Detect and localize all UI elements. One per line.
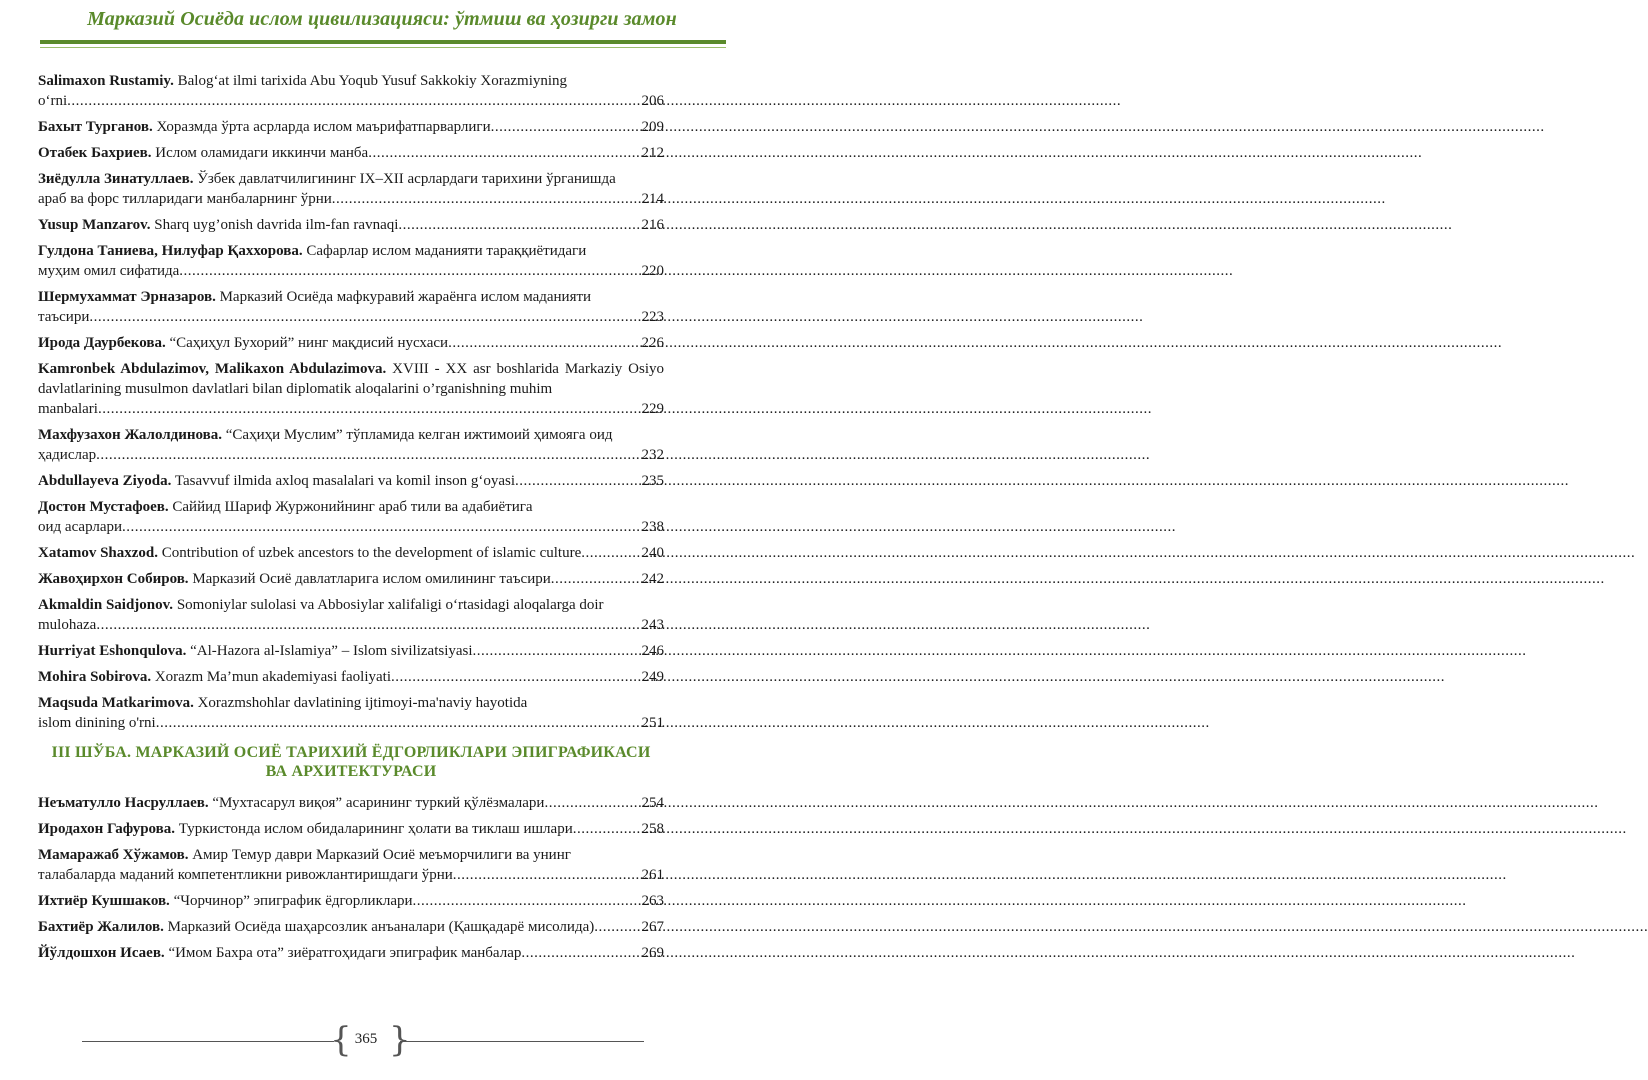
- toc-entry-title-continued: муҳим омил сифатида: [38, 263, 180, 279]
- toc-page-number: 216: [641, 217, 664, 233]
- toc-entry-line: [38, 471, 664, 491]
- toc-page-number: 226: [641, 335, 664, 351]
- toc-entry: [38, 595, 664, 635]
- toc-entry-title-continued: ҳадислар: [38, 447, 97, 463]
- toc-leader-dots: [398, 215, 640, 235]
- toc-entry-line: [38, 543, 664, 563]
- toc-entry: [38, 287, 664, 327]
- footer-rule-right: [400, 1041, 644, 1042]
- toc-entry-lead: [38, 471, 515, 491]
- toc-entry-lead: [38, 569, 551, 589]
- toc-leader-dots: [551, 569, 641, 589]
- toc-leader-dots: [98, 399, 641, 419]
- toc-entry-title-continued: o‘rni: [38, 93, 68, 109]
- toc-leader-dots: [413, 891, 641, 911]
- toc-entry-author: Иродахон Гафурова.: [38, 821, 176, 837]
- toc-entry-author: Akmaldin Saidjonov.: [38, 597, 174, 613]
- toc-entry-author: Maqsuda Matkarimova.: [38, 695, 194, 711]
- toc-entry-line: [38, 917, 664, 937]
- toc-entry-text: [38, 287, 664, 307]
- toc-entry: [38, 497, 664, 537]
- toc-entry-lead: [38, 143, 368, 163]
- footer-rule-left: [82, 1041, 334, 1042]
- toc-page-number: 220: [641, 263, 664, 279]
- toc-entry-line: [38, 793, 664, 813]
- toc-page-number: 240: [641, 545, 664, 561]
- toc-entry-lead: [38, 819, 573, 839]
- toc-entry: [38, 641, 664, 661]
- toc-entry: [38, 569, 664, 589]
- toc-entry-title-continued: manbalari: [38, 401, 98, 417]
- toc-entry-title-continued: талабаларда маданий компетентликни ривожлантиришдаги ўрни: [38, 867, 453, 883]
- toc-entry-lead: [38, 667, 391, 687]
- toc-entry-line: [38, 819, 664, 839]
- toc-entry: [38, 819, 664, 839]
- toc-entry: [38, 891, 664, 911]
- toc-leader-dots: [96, 615, 640, 635]
- toc-page-number: 269: [641, 945, 664, 961]
- toc-entry-lead: [38, 543, 581, 563]
- toc-leader-dots: [594, 917, 640, 937]
- toc-entry: [38, 471, 664, 491]
- toc-entry: [38, 943, 664, 963]
- toc-entry-text: [38, 845, 664, 865]
- toc-page-number: 267: [641, 919, 664, 935]
- toc-entry-line: [38, 333, 664, 353]
- toc-entry-lead: [38, 793, 544, 813]
- toc-entry: [38, 917, 664, 937]
- toc-entry-title: “Мухтасарул виқоя” асарининг туркий қўлёзмалари: [212, 795, 545, 811]
- page-number: 365: [354, 1031, 378, 1047]
- toc-leader-dots: [332, 189, 641, 209]
- toc-entry-author: Мамаражаб Хўжамов.: [38, 847, 189, 863]
- page-number-bracket-right: }: [389, 1020, 411, 1060]
- toc-entry-author: Abdullayeva Ziyoda.: [38, 473, 172, 489]
- toc-entry-line: [38, 641, 664, 661]
- toc-entry-author: Жавоҳирхон Собиров.: [38, 571, 189, 587]
- toc-entry-line: [38, 215, 664, 235]
- toc-entry-line: [38, 445, 664, 465]
- toc-entry: [38, 143, 664, 163]
- toc-entry-title-continued: таъсири: [38, 309, 90, 325]
- toc-entry-title: “Имом Бахра ота” зиёратгоҳидаги эпиграфик манбалар: [168, 945, 522, 961]
- toc-entry-title: Сафарлар ислом маданияти тараққиётидаги: [306, 243, 587, 259]
- toc-entry-title: Tasavvuf ilmida axloq masalalari va komil inson g‘oyasi: [174, 473, 515, 489]
- toc-leader-dots: [544, 793, 640, 813]
- toc-entry-line: [38, 569, 664, 589]
- toc-entry: [38, 543, 664, 563]
- toc-entry-line: [38, 91, 664, 111]
- toc-entry-title: “Чорчинор” эпиграфик ёдгорликлари: [173, 893, 413, 909]
- toc-leader-dots: [573, 819, 641, 839]
- toc-leader-dots: [491, 117, 641, 137]
- toc-entry-text: [38, 241, 664, 261]
- toc-entry-line: [38, 189, 664, 209]
- toc-leader-dots: [515, 471, 641, 491]
- toc-entry-author: Йўлдошхон Исаев.: [38, 945, 165, 961]
- toc-leader-dots: [581, 543, 640, 563]
- toc-entry-line: [38, 307, 664, 327]
- section-heading-line-1: III ШЎБА. МАРКАЗИЙ ОСИЁ ТАРИХИЙ ЁДГОРЛИКЛАРИ ЭПИГРАФИКАСИ: [51, 744, 651, 761]
- toc-entry-author: Гулдона Таниева, Нилуфар Қаххорова.: [38, 243, 303, 259]
- toc-entry: [38, 793, 664, 813]
- toc-page-number: 258: [641, 821, 664, 837]
- toc-entry: [38, 693, 664, 733]
- toc-page-number: 254: [641, 795, 664, 811]
- toc-entry-title: Xorazm Ma’mun akademiyasi faoliyati: [154, 669, 391, 685]
- toc-entry-line: [38, 117, 664, 137]
- toc-entry-text: [38, 359, 664, 399]
- toc-entry-lead: [38, 333, 448, 353]
- toc-page-number: 212: [641, 145, 664, 161]
- toc-leader-dots: [368, 143, 640, 163]
- toc-entry-author: Бахтиёр Жалилов.: [38, 919, 164, 935]
- toc-leader-dots: [473, 641, 641, 661]
- toc-entry-author: Kamronbek Abdulazimov, Malikaxon Abdulazimova.: [38, 361, 387, 377]
- toc-entries-before-section: [38, 71, 664, 733]
- toc-leader-dots: [521, 943, 640, 963]
- table-of-contents: [38, 71, 664, 969]
- toc-entry-author: Mohira Sobirova.: [38, 669, 152, 685]
- toc-entry: [38, 667, 664, 687]
- toc-entry-title: “Саҳиҳи Муслим” тўпламида келган ижтимоий ҳимояга оид: [225, 427, 613, 443]
- toc-entry-title: Balog‘at ilmi tarixida Abu Yoqub Yusuf Sakkokiy Xorazmiyning: [177, 73, 568, 89]
- toc-entry-title: Марказий Осиёда мафкуравий жараёнга ислом маданияти: [219, 289, 592, 305]
- header-rule: [40, 40, 726, 44]
- toc-entry-title: Somoniylar sulolasi va Abbosiylar xalifaligi o‘rtasidagi aloqalarga doir: [176, 597, 604, 613]
- toc-entry-lead: [38, 117, 491, 137]
- toc-entry-author: Махфузахон Жалолдинова.: [38, 427, 223, 443]
- toc-entry-author: Неъматулло Насруллаев.: [38, 795, 209, 811]
- toc-page-number: 249: [641, 669, 664, 685]
- toc-entry: [38, 71, 664, 111]
- toc-entry-title: Хоразмда ўрта асрларда ислом маърифатпарварлиги: [156, 119, 491, 135]
- toc-page-number: 232: [641, 447, 664, 463]
- toc-entry-title-continued: mulohaza: [38, 617, 97, 633]
- running-header-title: Марказий Осиёда ислом цивилизацияси: ўтмиш ва ҳозирги замон: [87, 8, 677, 30]
- toc-entry-title: Амир Темур даври Марказий Осиё меъморчилиги ва унинг: [192, 847, 571, 863]
- toc-entry-author: Шермухаммат Эрназаров.: [38, 289, 216, 305]
- section-heading-line-2: ВА АРХИТЕКТУРАСИ: [265, 763, 437, 780]
- toc-entry-author: Xatamov Shaxzod.: [38, 545, 159, 561]
- toc-page-number: 235: [641, 473, 664, 489]
- toc-entry-line: [38, 667, 664, 687]
- toc-entry-title: Саййид Шариф Журжонийнинг араб тили ва адабиётига: [172, 499, 533, 515]
- toc-entry-author: Достон Мустафоев.: [38, 499, 169, 515]
- toc-entry-author: Бахыт Турганов.: [38, 119, 153, 135]
- toc-entry-title: Contribution of uzbek ancestors to the development of islamic culture: [161, 545, 582, 561]
- toc-entry-line: [38, 143, 664, 163]
- toc-entry: [38, 215, 664, 235]
- toc-page-number: 263: [641, 893, 664, 909]
- section-heading: [38, 743, 664, 781]
- toc-leader-dots: [448, 333, 640, 353]
- header-rule-thin: [40, 47, 726, 48]
- toc-entry-title-continued: оид асарлари: [38, 519, 123, 535]
- toc-entry-title: Ўзбек давлатчилигининг IX–XII асрлардаги тарихини ўрганишда: [197, 171, 616, 187]
- toc-leader-dots: [122, 517, 640, 537]
- toc-entry-line: [38, 261, 664, 281]
- toc-entry-line: [38, 399, 664, 419]
- toc-entry-author: Yusup Manzarov.: [38, 217, 151, 233]
- toc-entry-title: Туркистонда ислом обидаларининг ҳолати ва тиклаш ишлари: [178, 821, 573, 837]
- toc-entry-author: Ирода Даурбекова.: [38, 335, 166, 351]
- toc-entry-title: “Саҳиҳул Бухорий” нинг мақдисий нусхаси: [169, 335, 449, 351]
- toc-page-number: 243: [641, 617, 664, 633]
- toc-leader-dots: [391, 667, 641, 687]
- toc-page-number: 229: [641, 401, 664, 417]
- page-number-bracket-left: {: [330, 1020, 352, 1060]
- toc-entry-line: [38, 891, 664, 911]
- toc-page-number: 214: [641, 191, 664, 207]
- toc-leader-dots: [453, 865, 641, 885]
- toc-entry: [38, 169, 664, 209]
- toc-entry-title: Sharq uyg’onish davrida ilm-fan ravnaqi: [154, 217, 399, 233]
- toc-leader-dots: [96, 445, 640, 465]
- toc-page-number: 223: [641, 309, 664, 325]
- toc-leader-dots: [156, 713, 641, 733]
- toc-entry-author: Ихтиёр Кушшаков.: [38, 893, 170, 909]
- toc-entry-text: [38, 169, 664, 189]
- toc-leader-dots: [179, 261, 640, 281]
- toc-entry-line: [38, 713, 664, 733]
- toc-entry-title: Марказий Осиё давлатларига ислом омилининг таъсири: [192, 571, 551, 587]
- toc-entry-title: XVIII - XX asr boshlarida Markaziy Osiyo davlatlarining musulmon davlatlari bilan diplomatik aloqalarini o’rganishning muhim: [38, 361, 665, 397]
- toc-entry: [38, 425, 664, 465]
- toc-entry: [38, 845, 664, 885]
- toc-entry-lead: [38, 943, 521, 963]
- toc-entry-lead: [38, 891, 413, 911]
- toc-entry-text: [38, 693, 664, 713]
- toc-page-number: 242: [641, 571, 664, 587]
- toc-entry-author: Salimaxon Rustamiy.: [38, 73, 174, 89]
- toc-entry: [38, 359, 664, 419]
- toc-page-number: 209: [641, 119, 664, 135]
- toc-entry-author: Отабек Бахриев.: [38, 145, 152, 161]
- toc-entry-title: Ислом оламидаги иккинчи манба: [155, 145, 369, 161]
- toc-entry-text: [38, 425, 664, 445]
- toc-entry: [38, 241, 664, 281]
- toc-page-number: 261: [641, 867, 664, 883]
- toc-page-number: 238: [641, 519, 664, 535]
- toc-entry-text: [38, 595, 664, 615]
- toc-entry-lead: [38, 215, 398, 235]
- toc-entry-line: [38, 517, 664, 537]
- toc-page-number: 246: [641, 643, 664, 659]
- toc-entry-title: Марказий Осиёда шаҳарсозлик анъаналари (Қашқадарё мисолида): [167, 919, 595, 935]
- toc-entry-lead: [38, 641, 473, 661]
- toc-entry-text: [38, 71, 664, 91]
- toc-entry-line: [38, 615, 664, 635]
- toc-entry-title-continued: islom dinining o'rni: [38, 715, 156, 731]
- toc-entry-author: Зиёдулла Зинатуллаев.: [38, 171, 194, 187]
- toc-entry-line: [38, 865, 664, 885]
- toc-entry-text: [38, 497, 664, 517]
- toc-entry-author: Hurriyat Eshonqulova.: [38, 643, 187, 659]
- toc-leader-dots: [89, 307, 640, 327]
- toc-page-number: 206: [641, 93, 664, 109]
- toc-entry-title: Xorazmshohlar davlatining ijtimoyi-ma'naviy hayotida: [197, 695, 528, 711]
- toc-entries-after-section: [38, 793, 664, 963]
- toc-entry-title-continued: араб ва форс тилларидаги манбаларнинг ўрни: [38, 191, 332, 207]
- toc-entry-lead: [38, 917, 594, 937]
- toc-entry: [38, 117, 664, 137]
- toc-entry: [38, 333, 664, 353]
- toc-entry-title: “Al-Hazora al-Islamiya” – Islom sivilizatsiyasi: [190, 643, 473, 659]
- toc-entry-line: [38, 943, 664, 963]
- toc-page-number: 251: [641, 715, 664, 731]
- toc-leader-dots: [67, 91, 640, 111]
